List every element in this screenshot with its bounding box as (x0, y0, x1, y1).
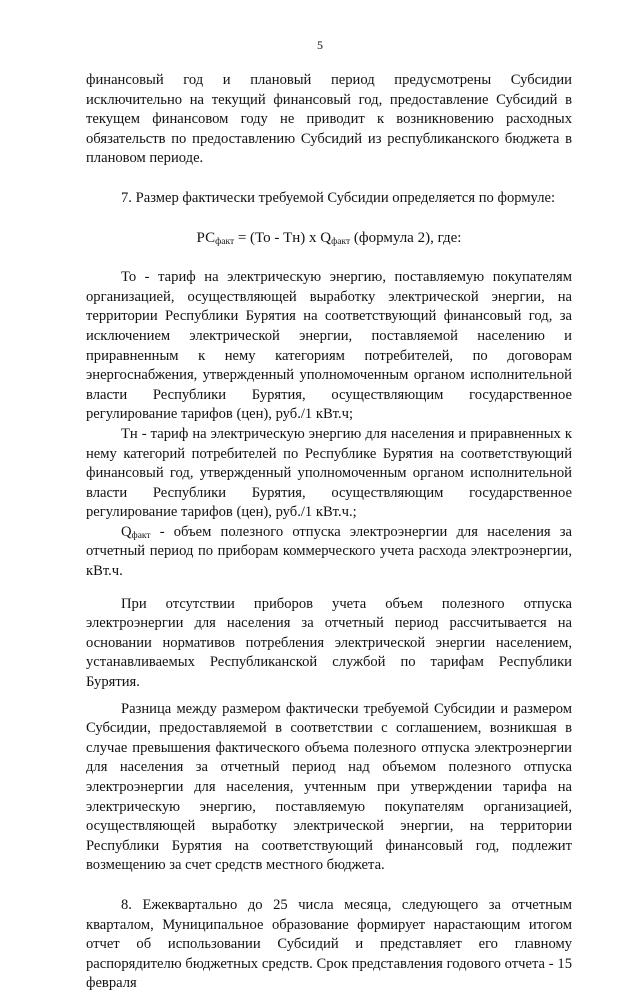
definition-q (86, 523, 572, 582)
page-number: 5 (317, 38, 323, 52)
definition-tn: Тн - тариф на электрическую энергию для населения и приравненных к нему категорий потребителей по Республике Бурятия на соответствующий финансовый год, утвержденный уполномоченным органом исполнительной власти Республики Бурятия, осуществляющим государственное регулирование тарифов (цен), руб./1 кВт.ч.; (86, 425, 572, 521)
paragraph-item-8: 8. Ежеквартально до 25 числа месяца, следующего за отчетным кварталом, Муниципальное образование формирует нарастающим итогом отчет об использовании Субсидий и представляет его главному распорядителю бюджетных средств. Срок представления годового отчета - 15 февраля (86, 896, 572, 992)
formula-q-subscript: факт (331, 236, 351, 247)
definition-to: То - тариф на электрическую энергию, поставляемую покупателям организацией, осуществляющей выработку электрической энергии, на территории Республики Бурятия на соответствующий финансовый год, за исключением электрической энергии, поставляемой населению и приравненным к нему категориям потребителей, по договорам энергоснабжения, утвержденный уполномоченным органом исполнительной власти Республики Бурятия, осуществляющим государственное регулирование тарифов (цен), руб./1 кВт.ч; (86, 269, 572, 423)
definition-q-subscript: факт (131, 530, 151, 541)
paragraph-absence-of-meters: При отсутствии приборов учета объем полезного отпуска электроэнергии для населения за отчетный период рассчитывается на основании нормативов потребления электрической энергии населением, устанавливаемых Республиканской службой по тарифам Республики Бурятия. (86, 595, 572, 691)
formula-middle: = (То - Тн) x Q (234, 229, 332, 246)
paragraph-difference: Разница между размером фактически требуемой Субсидии и размером Субсидии, предоставляемой в соответствии с соглашением, возникшая в случае превышения фактического объема полезного отпуска электроэнергии для населения за отчетный период над объемом полезного отпуска электроэнергии для населения, учтенным при утверждении тарифа на электрическую энергию, поставляемую покупателям организацией, осуществляющей выработку электрической энергии, на территории Республики Бурятия на соответствующий финансовый год, подлежит возмещению за счет средств местного бюджета. (86, 700, 572, 874)
formula-tail: (формула 2), где: (350, 229, 462, 246)
formula-pc: РС (196, 229, 216, 246)
formula-pc-subscript: факт (215, 236, 235, 247)
document-body (86, 71, 572, 994)
definition-q-text: - объем полезного отпуска электроэнергии для населения за отчетный период по приборам коммерческого учета расхода электроэнергии, кВт.ч. (86, 523, 572, 580)
definition-q-symbol: Q (121, 523, 132, 540)
paragraph-item-7: 7. Размер фактически требуемой Субсидии определяется по формуле: (121, 189, 556, 206)
formula-2 (86, 229, 572, 249)
paragraph-intro: финансовый год и плановый период предусмотрены Субсидии исключительно на текущий финансовый год, предоставление Субсидий в текущем финансовом году не приводит к возникновению расходных обязательств по предоставлению Субсидий из республиканского бюджета в плановом периоде. (86, 72, 572, 167)
